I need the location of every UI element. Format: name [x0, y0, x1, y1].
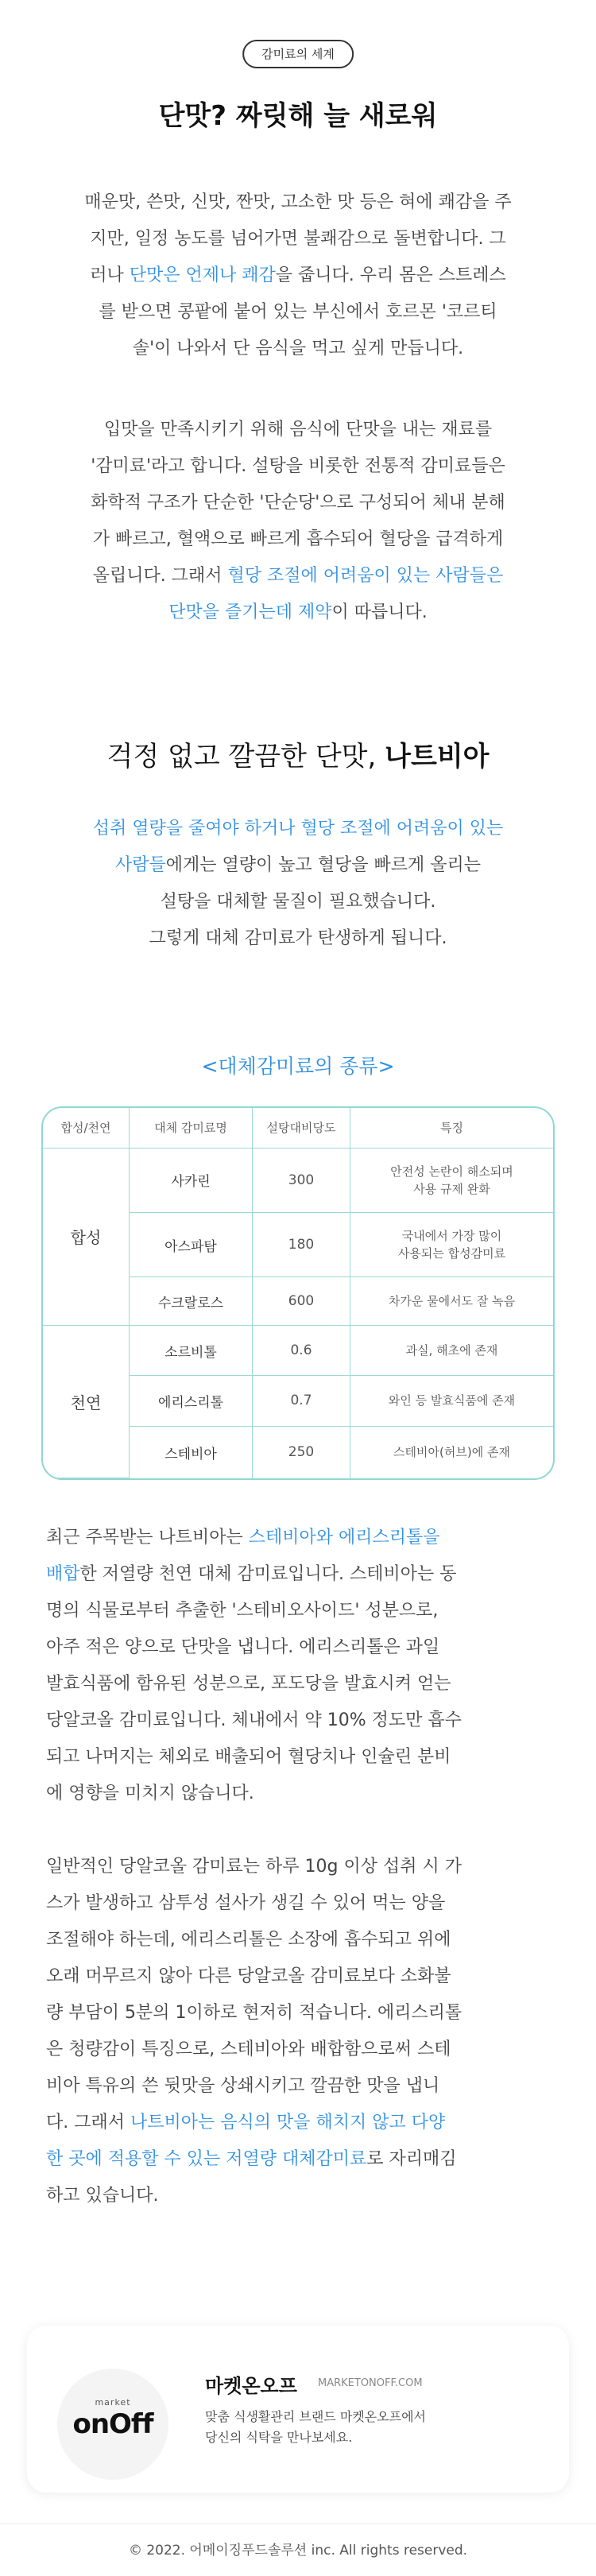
natvia-description-paragraph	[46, 1520, 550, 1812]
text-line: 단맛을 즐기는데 제약이 따릅니다.	[168, 602, 428, 622]
section-heading: 걱정 없고 깔끔한 단맛, 나트비아	[106, 741, 490, 773]
text-line: 그렇게 대체 감미료가 탄생하게 됩니다.	[149, 928, 447, 948]
text-line: 를 받으면 콩팥에 붙어 있는 부신에서 호르몬 '코르티	[99, 302, 497, 322]
text-line: 은 청량감이 특징으로, 스테비아와 배합함으로써 스테	[46, 2039, 451, 2059]
feature-cell: 안전성 논란이 해소되며 사용 규제 완화	[350, 1148, 554, 1212]
highlight-text: 섭취 열량을 줄여야 하거나 혈당 조절에 어려움이 있는	[92, 819, 504, 839]
sweetness-value: 600	[253, 1277, 350, 1326]
text-line: 다. 그래서 나트비아는 음식의 맛을 해치지 않고 다양	[46, 2113, 446, 2132]
table-row	[43, 1148, 553, 1212]
sweetener-name: 스테비아	[130, 1426, 253, 1478]
sweetness-value: 250	[253, 1426, 350, 1478]
feature-cell: 스테비아(허브)에 존재	[350, 1426, 554, 1478]
column-header: 합성/천연	[43, 1108, 130, 1148]
sweetener-name: 사카린	[130, 1148, 253, 1212]
text-line: 오래 머무르지 않아 다른 당알코올 감미료보다 소화불	[46, 1966, 451, 1986]
text-line: 러나 단맛은 언제나 쾌감을 줍니다. 우리 몸은 스트레스	[90, 265, 506, 285]
highlight-text: 단맛은 언제나 쾌감	[129, 265, 276, 285]
text-line: 지만, 일정 농도를 넘어가면 불쾌감으로 돌변합니다. 그	[90, 229, 506, 249]
page-title: 단맛? 짜릿해 늘 새로워	[158, 100, 438, 132]
text-line: 입맛을 만족시키기 위해 음식에 단맛을 내는 재료를	[103, 420, 493, 440]
text-line: 명의 식물로부터 추출한 '스테비오사이드' 성분으로,	[46, 1601, 439, 1621]
group-cell: 합성	[43, 1148, 130, 1325]
highlight-text: 단맛을 즐기는데 제약	[168, 602, 332, 622]
group-cell: 천연	[43, 1326, 130, 1478]
text-line: '감미료'라고 합니다. 설탕을 비롯한 전통적 감미료들은	[91, 456, 505, 476]
highlight-text: 한 곳에 적용할 수 있는 저열량 대체감미료	[46, 2149, 367, 2169]
sweetener-name: 아스파탐	[130, 1212, 253, 1276]
text-line: 사람들에게는 열량이 높고 혈당을 빠르게 올리는	[114, 855, 482, 875]
sweetness-value: 0.6	[253, 1326, 350, 1376]
sweetener-name: 수크랄로스	[130, 1277, 253, 1326]
highlight-text: 스테비아와 에리스리톨을	[248, 1528, 440, 1548]
text-line: 비아 특유의 쓴 뒷맛을 상쇄시키고 깔끔한 맛을 냅니	[46, 2076, 440, 2096]
text-line: 화학적 구조가 단순한 '단순당'으로 구성되어 체내 분해	[91, 493, 505, 513]
highlight-text: 사람들	[114, 855, 166, 875]
copyright-footer: © 2022. 어메이징푸드솔루션 inc. All rights reserved.	[128, 2543, 468, 2559]
text-line: 발효식품에 함유된 성분으로, 포도당을 발효시켜 얻는	[46, 1674, 451, 1694]
brand-name: 마켓온오프	[205, 2375, 297, 2397]
text-line: 되고 나머지는 체외로 배출되어 혈당치나 인슐린 분비	[46, 1747, 451, 1767]
text-line: 스가 발생하고 삼투성 설사가 생길 수 있어 먹는 양을	[46, 1893, 446, 1913]
column-header: 특징	[350, 1108, 554, 1148]
table-row	[43, 1326, 553, 1376]
brand-logo-wordmark: onOff	[72, 2408, 153, 2440]
text-line: 설탕을 대체할 물질이 필요했습니다.	[160, 892, 436, 912]
highlight-text: 혈당 조절에 어려움이 있는 사람들은	[227, 566, 504, 586]
text-line: 매운맛, 쓴맛, 신맛, 짠맛, 고소한 맛 등은 혀에 쾌감을 주	[84, 192, 512, 212]
sweetness-value: 300	[253, 1148, 350, 1212]
sweetener-paragraph	[32, 412, 564, 631]
sweetener-name: 소르비톨	[130, 1326, 253, 1376]
column-header: 대체 감미료명	[130, 1108, 253, 1148]
text-line: 일반적인 당알코올 감미료는 하루 10g 이상 섭취 시 가	[46, 1857, 462, 1877]
text-line: 조절해야 하는데, 에리스리톨은 소장에 흡수되고 위에	[46, 1930, 451, 1950]
feature-cell: 국내에서 가장 많이 사용되는 합성감미료	[350, 1212, 554, 1276]
text-line: 배합한 저열량 천연 대체 감미료입니다. 스테비아는 동	[46, 1564, 457, 1584]
erythritol-paragraph	[46, 1849, 550, 2214]
text-line: 최근 주목받는 나트비아는 스테비아와 에리스리톨을	[46, 1528, 440, 1548]
sweetener-table	[41, 1106, 555, 1480]
brand-url-link[interactable]: MARKETONOFF.COM	[318, 2377, 423, 2389]
text-line: 에 영향을 미치지 않습니다.	[46, 1784, 254, 1803]
feature-cell: 와인 등 발효식품에 존재	[350, 1376, 554, 1426]
highlight-text: 배합	[46, 1564, 80, 1584]
table-header-row	[43, 1108, 553, 1148]
table-title: <대체감미료의 종류>	[201, 1055, 395, 1078]
column-header: 설탕대비당도	[253, 1108, 350, 1148]
sweetness-value: 180	[253, 1212, 350, 1276]
highlight-text: 나트비아는 음식의 맛을 해치지 않고 다양	[130, 2113, 446, 2132]
text-line: 하고 있습니다.	[46, 2186, 159, 2206]
text-line: 솔'이 나와서 단 음식을 먹고 싶게 만듭니다.	[132, 339, 464, 358]
feature-cell: 과실, 해초에 존재	[350, 1326, 554, 1376]
text-line: 올립니다. 그래서 혈당 조절에 어려움이 있는 사람들은	[92, 566, 504, 586]
feature-cell: 차가운 물에서도 잘 녹음	[350, 1277, 554, 1326]
text-line: 한 곳에 적용할 수 있는 저열량 대체감미료로 자리매김	[46, 2149, 457, 2169]
text-line: 아주 적은 양으로 단맛을 냅니다. 에리스리톨은 과일	[46, 1637, 440, 1657]
brand-description: 맞춤 식생활관리 브랜드 마켓온오프에서 당신의 식탁을 만나보세요.	[205, 2409, 427, 2445]
category-tag: 감미료의 세계	[242, 40, 354, 68]
text-line: 당알코올 감미료입니다. 체내에서 약 10% 정도만 흡수	[46, 1710, 462, 1730]
sweetness-value: 0.7	[253, 1376, 350, 1426]
text-line: 량 부담이 5분의 1이하로 현저히 적습니다. 에리스리톨	[46, 2003, 462, 2023]
natvia-intro-paragraph	[32, 811, 564, 957]
intro-paragraph	[32, 184, 564, 367]
sweetener-name: 에리스리톨	[130, 1376, 253, 1426]
brand-logo-small-text: market	[95, 2397, 131, 2407]
text-line: 가 빠르고, 혈액으로 빠르게 흡수되어 혈당을 급격하게	[92, 529, 504, 549]
